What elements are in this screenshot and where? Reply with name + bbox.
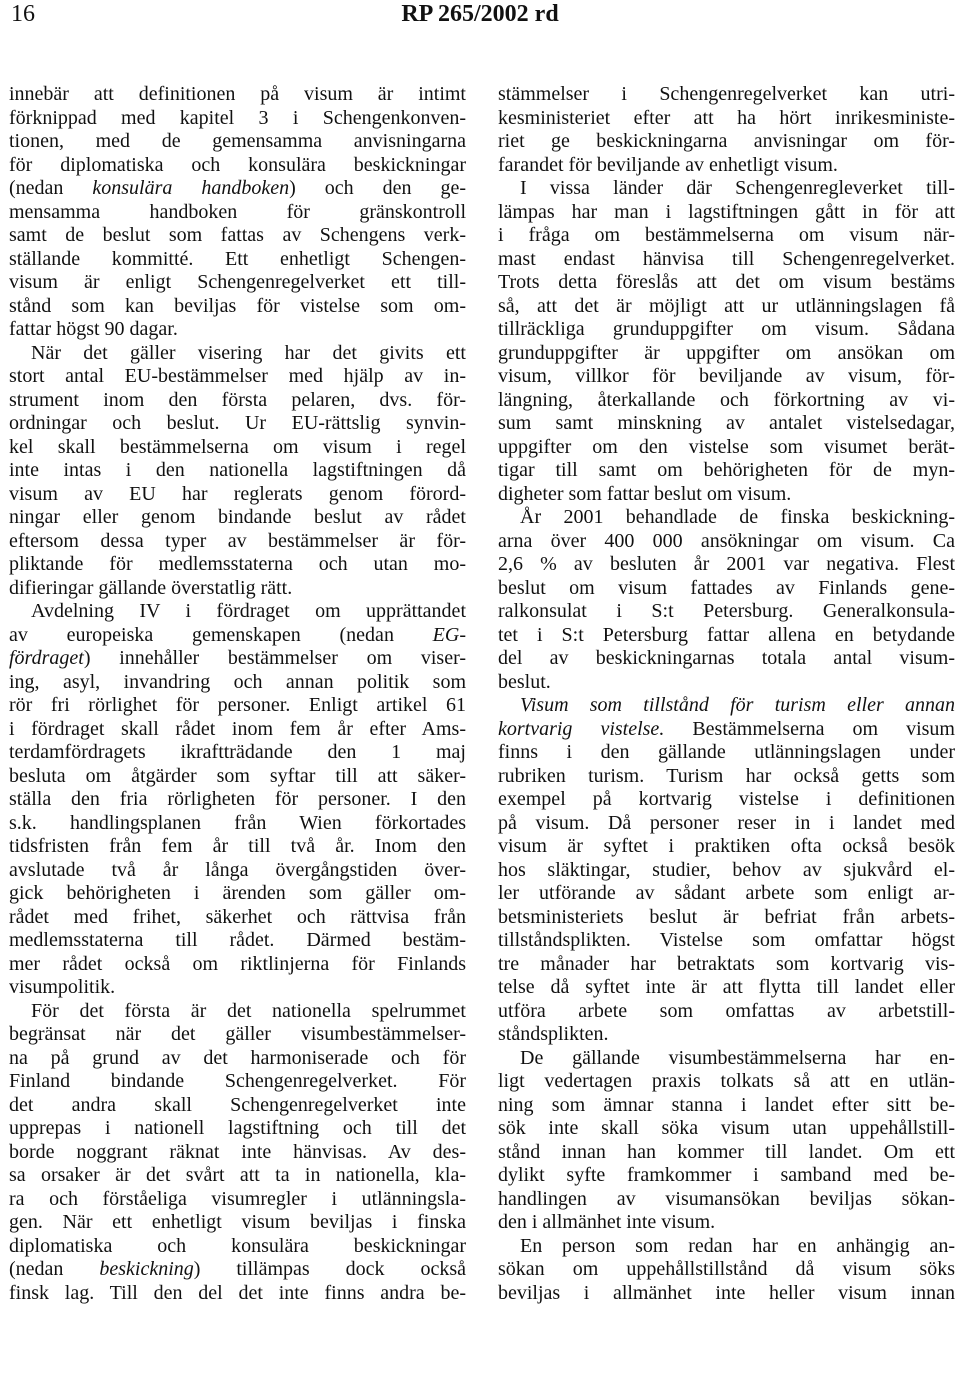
text-line: kel skall bestämmelserna om visum i regel [9, 435, 466, 458]
text-line: upprepas i nationell lagstiftning och till det [9, 1117, 466, 1139]
text-line: visum är enligt Schengenregelverket ett till- [9, 271, 466, 293]
text-line: beslut. [498, 670, 551, 693]
text-line: tre månader har betraktats som kortvarig vis- [498, 952, 955, 975]
text-line: arna över 400 000 ansökningar om visum. Ca [498, 529, 955, 552]
text-line: så, att det är möjligt att ur utlänningslagen få [498, 294, 955, 317]
text-line: på visum. Då personer reser in i landet med [498, 811, 955, 834]
text-line: längning, återkallande och förkortning av vi- [498, 388, 955, 411]
text-line: rör fri rörlighet för personer. Enligt artikel 61 [9, 694, 466, 716]
text-span: Bestämmelserna om visum [664, 717, 955, 740]
text-line: ståndsplikten. [498, 1023, 609, 1045]
text-line: visum är syftet i praktiken ofta också besök [498, 835, 955, 857]
text-line: del av beskickningarnas totala antal visum- [498, 647, 955, 669]
text-line: den i allmänhet inte visum. [498, 1211, 716, 1233]
text-line: 2,6 % av besluten år 2001 var negativa. Flest [498, 553, 955, 575]
text-line: ställa den fria rörligheten för personer. I den [9, 788, 466, 810]
text-span: (nedan [9, 1258, 100, 1280]
text-line: rubriken turism. Turism har också getts som [498, 764, 955, 787]
text-line: tigar till samt om behörigheten för de myn- [498, 459, 955, 481]
text-line: diplomatiska och konsulära beskickningar [9, 1234, 466, 1257]
text-line: En person som redan har en anhängig an- [520, 1234, 955, 1257]
text-line: Finland bindande Schengenregelverket. För [9, 1070, 466, 1092]
text-line: År 2001 behandlade de finska beskickning- [520, 506, 955, 528]
text-line: utföra arbete som omfattas av arbetstill- [498, 999, 955, 1022]
text-line: ralkonsulat i S:t Petersburg. Generalkonsula- [498, 600, 955, 622]
text-line: kesministeriet efter att ha hört inrikesministe- [498, 106, 955, 129]
text-line: När det gäller visering har det givits ett [31, 341, 466, 364]
text-line: avslutade två år långa övergångstiden över- [9, 858, 466, 881]
text-line: sökan om uppehållstillstånd då visum söks [498, 1258, 955, 1280]
text-line: betsministeriets beslut är befriat från arbets- [498, 905, 955, 928]
text-line: Trots detta föreslås att det om visum bestäms [498, 271, 955, 293]
text-line: dylikt syfte framkommer i samband med be- [498, 1164, 955, 1186]
text-line: sök inte skall söka visum utan uppehållstill- [498, 1117, 955, 1139]
text-line: gen. När ett enhetligt visum beviljas i finska [9, 1211, 466, 1233]
text-line: beviljas i allmänhet inte heller visum innan [498, 1281, 955, 1304]
text-line: mast endast hänvisa till Schengenregelverket. [498, 247, 955, 270]
text-line: det andra skall Schengenregelverket inte [9, 1093, 466, 1116]
text-line: innebär att definitionen på visum är intimt [9, 83, 466, 105]
text-line [9, 1258, 466, 1282]
text-line: stånd innan han kommer till landet. Om ett [498, 1140, 955, 1163]
text-line: tillräckliga grunduppgifter om visum. Sådana [498, 318, 955, 340]
text-line: samt de beslut som fattas av Schengens verk- [9, 224, 466, 246]
text-line: handlingen av visumansökan beviljas sökan- [498, 1187, 955, 1210]
text-line: eftersom dessa typer av bestämmelser är för- [9, 529, 466, 552]
text-line: för diplomatiska och konsulära beskickningar [9, 153, 466, 176]
text-line: hos släktingar, studier, behov av sjukvård el- [498, 858, 955, 881]
text-line: na på grund av det harmoniserade och för [9, 1046, 466, 1069]
text-line: sa orsaker är det svårt att ta in nationella, kla- [9, 1164, 466, 1186]
text-line: i fördraget skall rådet inom fem år efter Ams- [9, 717, 466, 740]
text-line: De gällande visumbestämmelserna har en- [520, 1046, 955, 1069]
text-line: tidsfristen från fem år till två år. Inom den [9, 835, 466, 857]
text-line: visumpolitik. [9, 976, 116, 998]
page-header [0, 0, 960, 40]
left-text-column [9, 83, 466, 1305]
text-line: exempel på kortvarig vistelse i definitionen [498, 788, 955, 810]
text-span: ) tillämpas dock också [193, 1258, 466, 1280]
text-line: uppgifter om den vistelse som visumet berät- [498, 435, 955, 458]
text-line: tet i S:t Petersburg fattar allena en betydande [498, 623, 955, 646]
text-line: digheter som fattar beslut om visum. [498, 482, 792, 505]
text-line [498, 718, 955, 742]
text-line: mensamma handboken för gränskontroll [9, 200, 466, 223]
text-line: sum samt minskning av antalet vistelsedagar, [498, 412, 955, 434]
text-line: ningar eller genom bindande beslut av rådet [9, 506, 466, 528]
text-line: ler utförande av sådant arbete som enligt ar- [498, 882, 955, 904]
text-line: i fråga om bestämmelserna om visum när- [498, 224, 955, 246]
text-line: ligt vedertagen praxis tolkats så att en utlän- [498, 1070, 955, 1092]
text-line: stämmelser i Schengenregelverket kan utri- [498, 83, 955, 105]
text-line: stort antal EU-bestämmelser med hjälp av in- [9, 365, 466, 387]
italic-text: Visum som tillstånd för turism eller annan [520, 694, 955, 716]
text-line: medlemsstaterna till rådet. Därmed bestäm- [9, 929, 466, 951]
text-line: stånd som kan beviljas för vistelse som om- [9, 294, 466, 317]
right-text-column [498, 83, 955, 1305]
text-line [9, 647, 466, 671]
text-line: besluta om åtgärder som syftar till att säker- [9, 764, 466, 787]
text-line: difieringar gällande överstatlig rätt. [9, 576, 293, 599]
text-line: ra och förståeliga visumregler i utlänningsla- [9, 1187, 466, 1210]
text-line: finsk lag. Till den del det inte finns andra be- [9, 1281, 466, 1304]
text-line: För det första är det nationella spelrummet [31, 999, 466, 1022]
italic-text: EG- [432, 623, 466, 646]
text-line: gick behörigheten i ärenden som gäller om- [9, 882, 466, 904]
text-line: fattar högst 90 dagar. [9, 318, 178, 340]
text-line: förknippad med kapitel 3 i Schengenkonven- [9, 106, 466, 129]
text-line [9, 177, 466, 201]
text-line: visum av EU har reglerats genom förord- [9, 482, 466, 505]
text-line: ordningar och beslut. Ur EU-rättslig synvin- [9, 412, 466, 434]
text-line: s.k. handlingsplanen från Wien förkortades [9, 811, 466, 834]
text-line: beslut om visum fattades av Finlands gene- [498, 576, 955, 599]
italic-text: konsulära handboken [92, 177, 290, 199]
text-line: borde noggrant räknat inte hänvisas. Av des- [9, 1140, 466, 1163]
text-line: I vissa länder där Schengenregleverket till- [520, 177, 955, 199]
italic-text: fördraget [9, 647, 84, 669]
italic-text: kortvarig vistelse. [498, 717, 665, 740]
text-line: mer rådet också om riktlinjerna för Finlands [9, 952, 466, 975]
text-span: ) innehåller bestämmelser om viser- [83, 647, 466, 669]
text-line: visum, villkor för beviljande av visum, för- [498, 365, 955, 387]
page-number: 16 [11, 1, 35, 27]
text-line: inte intas i den nationella lagstiftningen då [9, 459, 466, 481]
text-line: tionen, med de gemensamma anvisningarna [9, 130, 466, 152]
text-line: grunduppgifter är uppgifter om ansökan om [498, 341, 955, 364]
text-line: finns i den gällande utlänningslagen under [498, 741, 955, 763]
text-line: rådet med frihet, säkerhet och rättvisa från [9, 905, 466, 928]
text-line: Avdelning IV i fördraget om upprättandet [31, 600, 466, 622]
text-line: telse då syftet inte är att flytta till landet eller [498, 976, 955, 998]
document-id: RP 265/2002 rd [401, 1, 559, 27]
text-line: riet ge beskickningarna anvisningar om för- [498, 130, 955, 152]
text-span: (nedan [9, 177, 93, 199]
text-line: pliktande för medlemsstaterna och utan mo- [9, 553, 466, 575]
text-line: farandet för beviljande av enhetligt visum. [498, 153, 838, 176]
text-span: av europeiska gemenskapen (nedan [9, 623, 433, 646]
italic-text: beskickning [99, 1258, 194, 1280]
text-line: begränsat när det gäller visumbestämmelser- [9, 1023, 466, 1045]
text-line: terdamfördragets ikraftträdande den 1 maj [9, 741, 466, 763]
text-line: tillståndsplikten. Vistelse som omfattar högst [498, 929, 955, 951]
text-line: strument inom den första pelaren, dvs. för- [9, 388, 466, 411]
text-line: ställande kommitté. Ett enhetligt Schengen- [9, 247, 466, 270]
text-span: ) och den ge- [289, 177, 466, 199]
text-line [9, 624, 466, 648]
text-line [498, 694, 955, 718]
text-line: lämpas har man i lagstiftningen gått in för att [498, 200, 955, 223]
text-line: ning som ämnar stanna i landet efter sitt be- [498, 1093, 955, 1116]
text-line: ing, asyl, invandring och annan politik som [9, 670, 466, 693]
